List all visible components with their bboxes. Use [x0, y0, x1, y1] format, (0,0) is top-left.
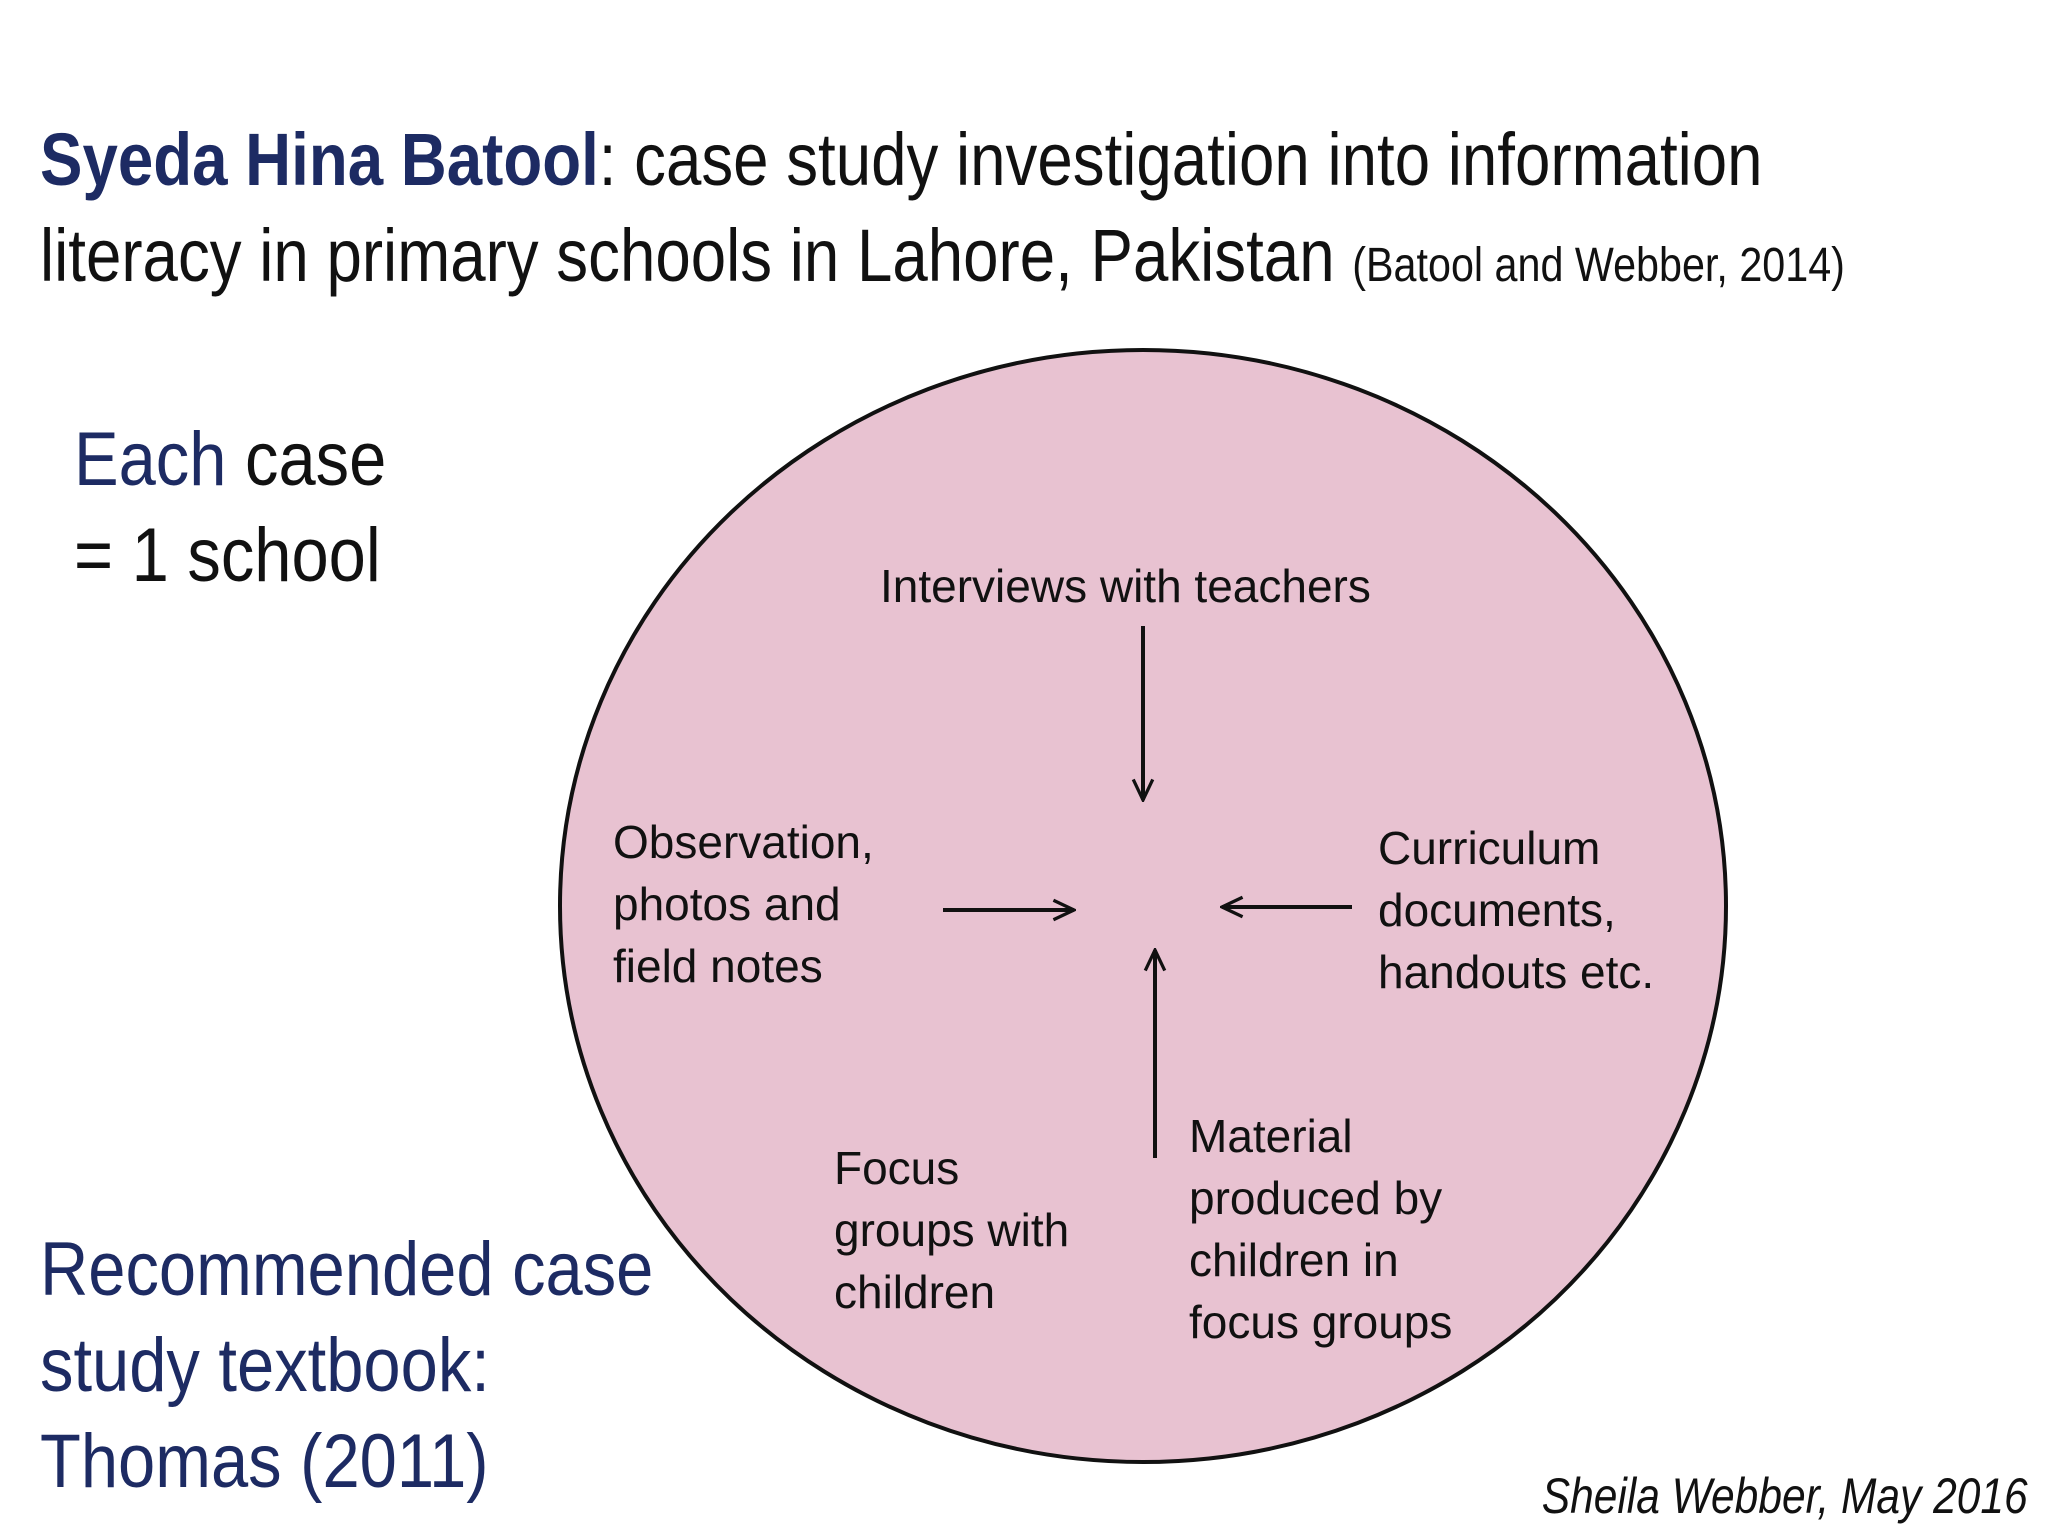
- label-material-line-4: focus groups: [1189, 1296, 1453, 1348]
- label-observation-line-2: photos and: [613, 878, 841, 930]
- recommendation-line-2: study textbook:: [40, 1323, 490, 1408]
- label-curriculum-line-3: handouts etc.: [1378, 946, 1655, 998]
- case-note-line-2: = 1 school: [74, 513, 381, 598]
- title-citation: (Batool and Webber, 2014): [1352, 239, 1845, 292]
- label-material-line-2: produced by: [1189, 1172, 1443, 1224]
- label-focus-groups-line-3: children: [834, 1266, 996, 1318]
- title-author: Syeda Hina Batool: [40, 118, 599, 201]
- label-curriculum: [1378, 822, 1654, 998]
- label-interviews: [880, 560, 1371, 612]
- label-observation-line-3: field notes: [613, 940, 823, 992]
- label-observation-line-1: Observation,: [613, 816, 874, 868]
- label-focus-groups-line-2: groups with: [834, 1204, 1070, 1256]
- title-text-2: literacy in primary schools in Lahore, Pakistan: [40, 214, 1335, 297]
- label-interviews-line-1: Interviews with teachers: [880, 560, 1371, 612]
- label-material-line-1: Material: [1189, 1110, 1353, 1162]
- author-signature: Sheila Webber, May 2016: [1542, 1468, 2028, 1524]
- case-note-highlight: Each: [74, 417, 227, 502]
- case-note-rest: case: [226, 417, 387, 502]
- recommendation-line-3: Thomas (2011): [40, 1419, 489, 1504]
- label-focus-groups-line-1: Focus: [834, 1142, 960, 1194]
- label-material-line-3: children in: [1189, 1234, 1399, 1286]
- label-curriculum-line-2: documents,: [1378, 884, 1616, 936]
- recommendation-line-1: Recommended case: [40, 1227, 654, 1312]
- label-curriculum-line-1: Curriculum: [1378, 822, 1601, 874]
- title-text-1: : case study investigation into information: [598, 118, 1763, 201]
